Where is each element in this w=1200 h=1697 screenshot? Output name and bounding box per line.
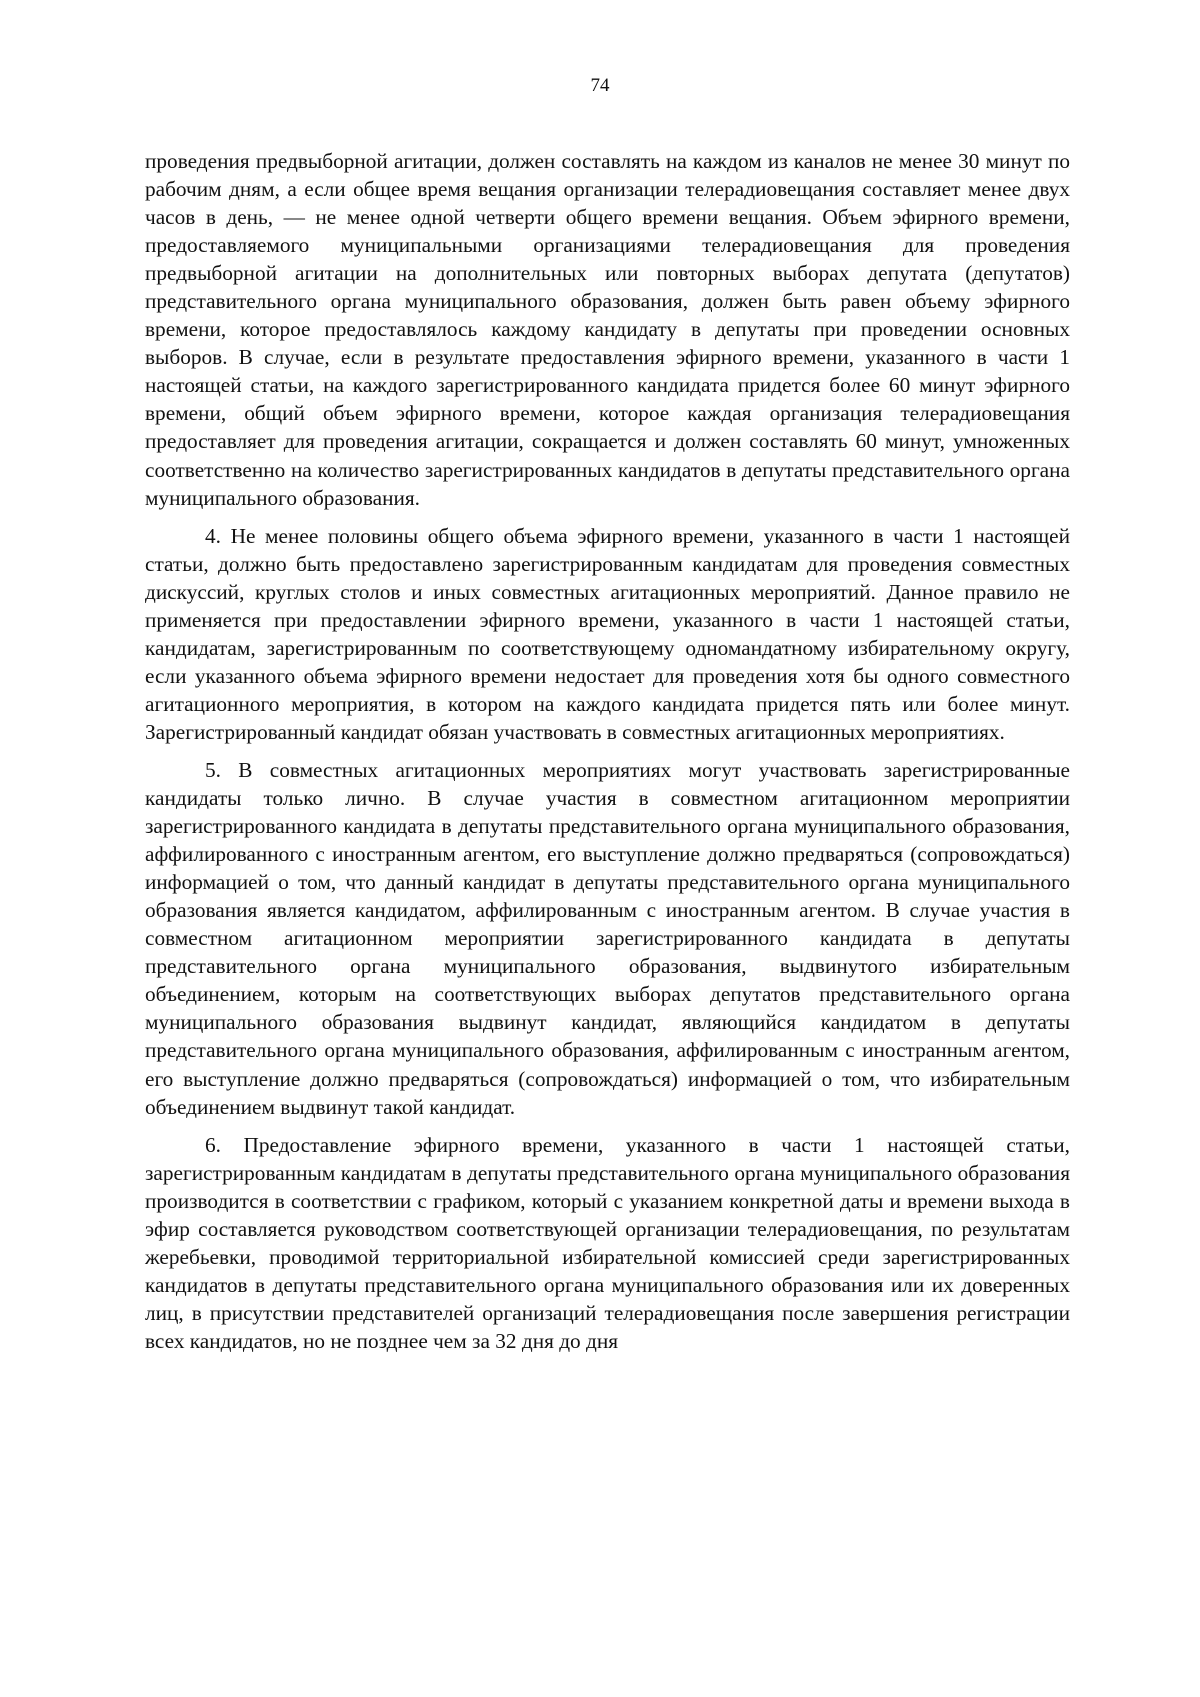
paragraph-item-5: 5. В совместных агитационных мероприятиях могут участвовать зарегистрированные кандидаты только лично. В случае участия в совместном агитационном мероприятии зарегистрированного кандидата в депутаты представительного органа муниципального образования, аффилированного с иностранным агентом, его выступление должно предваряться (сопровождаться) информацией о том, что данный кандидат в депутаты представительного органа муниципального образования является кандидатом, аффилированным с иностранным агентом. В случае участия в совместном агитационном мероприятии зарегистрированного кандидата в депутаты представительного органа муниципального образования, выдвинутого избирательным объединением, которым на соответствующих выборах депутатов представительного органа муниципального образования выдвинут кандидат, являющийся кандидатом в депутаты представительного органа муниципального образования, аффилированным с иностранным агентом, его выступление должно предваряться (сопровождаться) информацией о том, что избирательным объединением выдвинут такой кандидат.	[145, 757, 1070, 1119]
paragraph-continuation: проведения предвыборной агитации, должен составлять на каждом из каналов не менее 30 минут по рабочим дням, а если общее время вещания организации телерадиовещания составляет менее двух часов в день, — не менее одной четверти общего времени вещания. Объем эфирного времени, предоставляемого муниципальными организациями телерадиовещания для проведения предвыборной агитации на дополнительных или повторных выборах депутата (депутатов) представительного органа муниципального образования, должен быть равен объему эфирного времени, которое предоставлялось каждому кандидату в депутаты при проведении основных выборов. В случае, если в результате предоставления эфирного времени, указанного в части 1 настоящей статьи, на каждого зарегистрированного кандидата придется более 60 минут эфирного времени, общий объем эфирного времени, которое каждая организация телерадиовещания предоставляет для проведения агитации, сокращается и должен составлять 60 минут, умноженных соответственно на количество зарегистрированных кандидатов в депутаты представительного органа муниципального образования.	[145, 149, 1070, 510]
paragraph-item-6: 6. Предоставление эфирного времени, указанного в части 1 настоящей статьи, зарегистрированным кандидатам в депутаты представительного органа муниципального образования производится в соответствии с графиком, который с указанием конкретной даты и времени выхода в эфир составляется руководством соответствующей организации телерадиовещания, по результатам жеребьевки, проводимой территориальной избирательной комиссией среди зарегистрированных кандидатов в депутаты представительного органа муниципального образования или их доверенных лиц, в присутствии представителей организаций телерадиовещания после завершения регистрации всех кандидатов, но не позднее чем за 32 дня до дня	[145, 1132, 1070, 1353]
document-body	[145, 147, 1070, 1365]
page-number: 74	[590, 75, 610, 96]
paragraph-item-4: 4. Не менее половины общего объема эфирного времени, указанного в части 1 настоящей статьи, должно быть предоставлено зарегистрированным кандидатам для проведения совместных дискуссий, круглых столов и иных совместных агитационных мероприятий. Данное правило не применяется при предоставлении эфирного времени, указанного в части 1 настоящей статьи, кандидатам, зарегистрированным по соответствующему одномандатному избирательному округу, если указанного объема эфирного времени недостает для проведения хотя бы одного совместного агитационного мероприятия, в котором на каждого кандидата придется пять или более минут. Зарегистрированный кандидат обязан участвовать в совместных агитационных мероприятиях.	[145, 523, 1070, 744]
